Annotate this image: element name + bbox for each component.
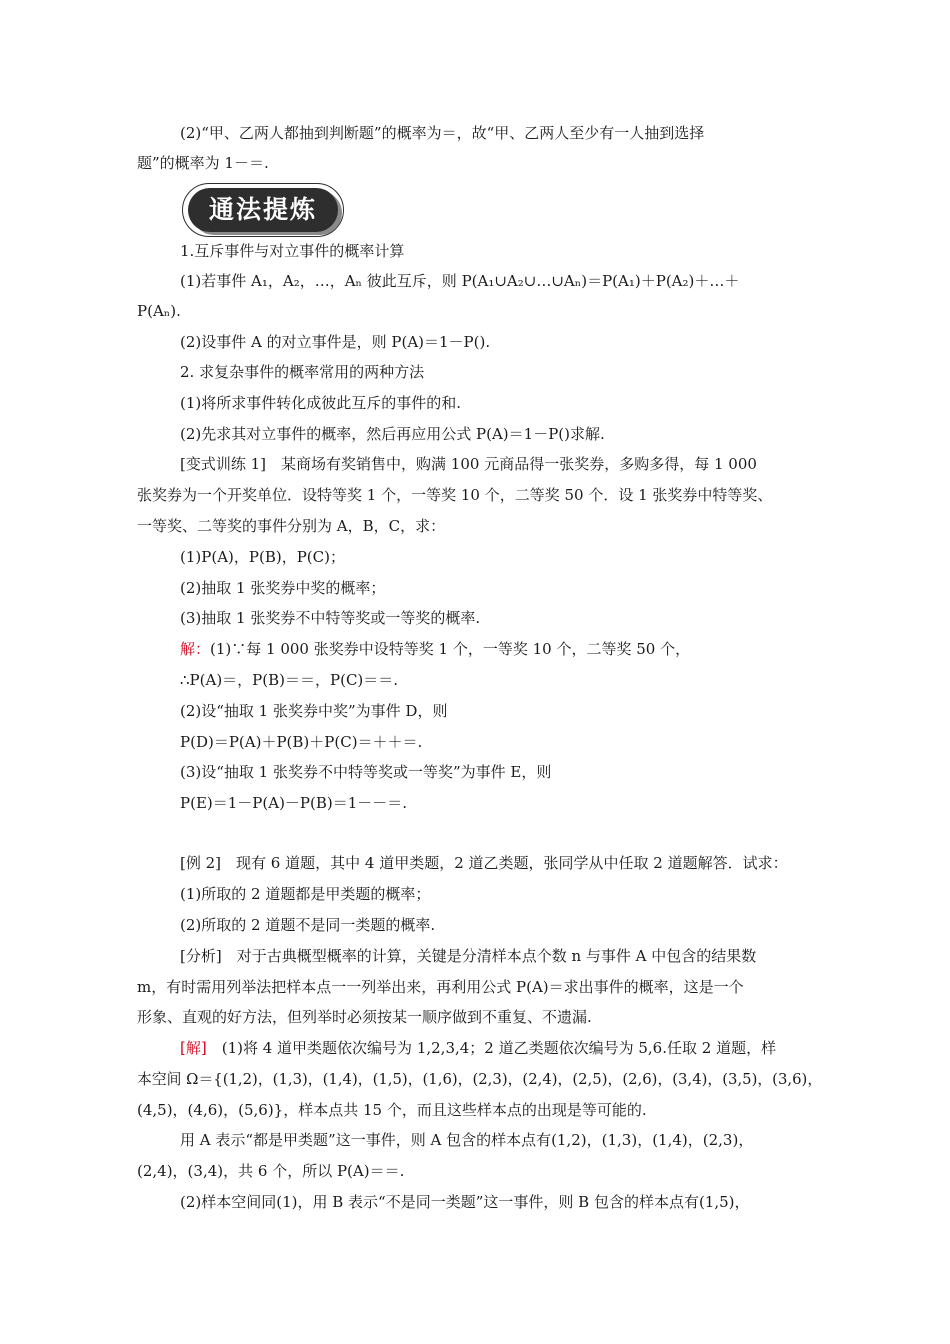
text-span: (1)∵每 1 000 张奖券中设特等奖 1 个，一等奖 10 个，二等奖 50 个，: [210, 640, 691, 658]
exercise-label: [变式训练 1]: [180, 455, 267, 473]
text-line: (2)设事件 A 的对立事件是，则 P(A)＝1－P().: [180, 333, 491, 351]
text-line: (1)若事件 A₁，A₂，…，Aₙ 彼此互斥，则 P(A₁∪A₂∪…∪Aₙ)＝P(A₁)＋P(A₂)＋…＋: [180, 272, 740, 290]
text-line: (3)抽取 1 张奖券不中特等奖或一等奖的概率.: [180, 609, 481, 627]
text-line: 一等奖、二等奖的事件分别为 A，B，C，求：: [137, 517, 446, 535]
text-line: 题”的概率为 1－＝.: [137, 154, 269, 172]
text-line: 形象、直观的好方法，但列举时必须按某一顺序做到不重复、不遗漏.: [137, 1008, 592, 1026]
section-badge: 通法提炼: [188, 188, 338, 232]
text-line: P(D)＝P(A)＋P(B)＋P(C)＝＋＋＝.: [180, 733, 423, 751]
text-line: 本空间 Ω＝{(1,2)，(1,3)，(1,4)，(1,5)，(1,6)，(2,3)，(2,4)，(2,5)，(2,6)，(3,4)，(3,5)，(3,6)，: [137, 1070, 823, 1088]
text-line: (2,4)，(3,4)，共 6 个，所以 P(A)＝＝.: [137, 1162, 405, 1180]
text-line: m，有时需用列举法把样本点一一列举出来，再利用公式 P(A)＝求出事件的概率，这是一个: [137, 978, 744, 996]
text-line: (3)设“抽取 1 张奖券不中特等奖或一等奖”为事件 E，则: [180, 763, 552, 781]
text-line: 张奖券为一个开奖单位．设特等奖 1 个，一等奖 10 个，二等奖 50 个．设 1 张奖券中特等奖、: [137, 486, 773, 504]
text-line: [180, 852, 788, 874]
text-line: (2)样本空间同(1)，用 B 表示“不是同一类题”这一事件，则 B 包含的样本点有(1,5)，: [180, 1193, 750, 1211]
text-line: [180, 453, 757, 475]
text-line: 2. 求复杂事件的概率常用的两种方法: [180, 363, 425, 381]
text-span: (1)将 4 道甲类题依次编号为 1,2,3,4；2 道乙类题依次编号为 5,6.任取 2 道题，样: [206, 1039, 777, 1057]
text-line: P(E)＝1－P(A)－P(B)＝1－－＝.: [180, 794, 408, 812]
text-line: [180, 1037, 776, 1059]
text-span: 现有 6 道题，其中 4 道甲类题，2 道乙类题，张同学从中任取 2 道题解答．试求：: [221, 854, 788, 872]
text-span: 对于古典概型概率的计算，关键是分清样本点个数 n 与事件 A 中包含的结果数: [221, 947, 757, 965]
text-line: ∴P(A)＝，P(B)＝＝，P(C)＝＝.: [180, 671, 399, 689]
text-span: 某商场有奖销售中，购满 100 元商品得一张奖券，多购多得，每 1 000: [266, 455, 757, 473]
solution-label: [解]: [180, 1039, 207, 1057]
text-line: P(Aₙ).: [137, 302, 181, 320]
text-line: (2)先求其对立事件的概率，然后再应用公式 P(A)＝1－P()求解.: [180, 425, 605, 443]
text-line: (1)P(A)，P(B)，P(C)；: [180, 548, 345, 566]
text-line: (2)“甲、乙两人都抽到判断题”的概率为＝，故“甲、乙两人至少有一人抽到选择: [180, 124, 705, 142]
text-line: 用 A 表示“都是甲类题”这一事件，则 A 包含的样本点有(1,2)，(1,3)，(1,4)，(2,3)，: [180, 1131, 754, 1149]
text-line: (2)抽取 1 张奖券中奖的概率；: [180, 579, 386, 597]
example-label: [例 2]: [180, 854, 222, 872]
text-line: (2)所取的 2 道题不是同一类题的概率.: [180, 916, 436, 934]
text-line: (1)所取的 2 道题都是甲类题的概率；: [180, 885, 431, 903]
text-line: [180, 945, 756, 967]
solution-label: 解：: [180, 640, 211, 658]
text-line: [180, 638, 690, 660]
analysis-label: [分析]: [180, 947, 222, 965]
text-line: 1.互斥事件与对立事件的概率计算: [180, 242, 405, 260]
text-line: (4,5)，(4,6)，(5,6)}，样本点共 15 个，而且这些样本点的出现是等可能的.: [137, 1101, 647, 1119]
text-line: (2)设“抽取 1 张奖券中奖”为事件 D，则: [180, 702, 448, 720]
text-line: (1)将所求事件转化成彼此互斥的事件的和.: [180, 394, 462, 412]
